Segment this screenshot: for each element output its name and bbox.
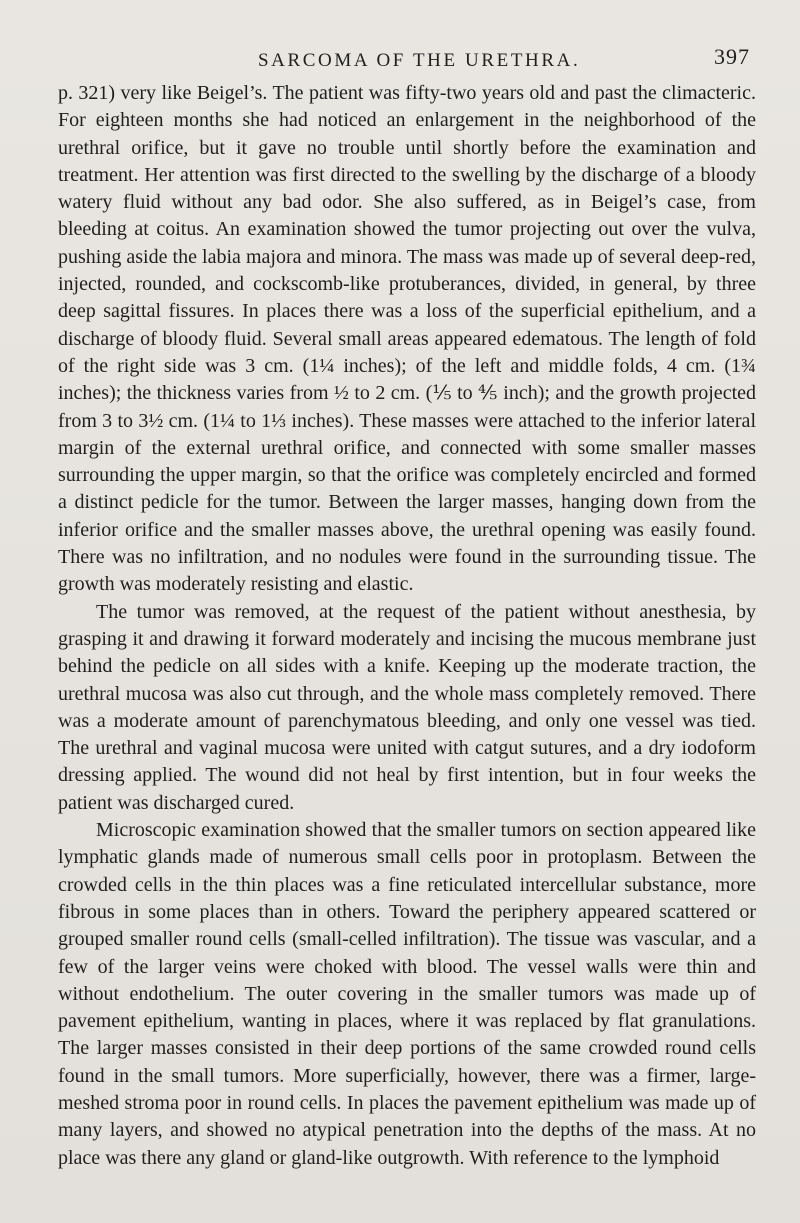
running-title: SARCOMA OF THE URETHRA. — [258, 50, 581, 71]
body-text — [58, 80, 756, 1172]
page-number: 397 — [714, 44, 750, 69]
running-head — [58, 0, 756, 80]
paragraph-microscopic-examination: Microscopic examination showed that the smaller tumors on section appeared like lymphatic glands made of numerous small cells poor in protoplasm. Between the crowded cells in the thin places was a fine reticulated intercellular substance, more fibrous in some places than in others. Toward the periphery appeared scattered or grouped smaller round cells (small-celled infiltration). The tissue was vascular, and a few of the larger veins were choked with blood. The vessel walls were thin and without endothelium. The outer covering in the smaller tumors was made up of pavement epithelium, wanting in places, where it was replaced by flat granulations. The larger masses consisted in their deep portions of the same crowded round cells found in the small tumors. More superficially, however, there was a firmer, large-meshed stroma poor in round cells. In places the pavement epithelium was made up of many layers, and showed no atypical penetration into the depths of the mass. At no place was there any gland or gland-like outgrowth. With reference to the lymphoid — [58, 819, 756, 1169]
paragraph-case-description: p. 321) very like Beigel’s. The patient was fifty-two years old and past the climacteric. For eighteen months she had noticed an enlargement in the neighborhood of the urethral orifice, but it gave no trouble until shortly before the examination and treatment. Her attention was first directed to the swelling by the discharge of a bloody watery fluid without any bad odor. She also suffered, as in Beigel’s case, from bleeding at coitus. An examination showed the tumor projecting out over the vulva, pushing aside the labia majora and minora. The mass was made up of several deep-red, injected, rounded, and cockscomb-like protuberances, divided, in general, by three deep sagittal fissures. In places there was a loss of the superficial epithelium, and a discharge of bloody fluid. Several small areas appeared edematous. The length of fold of the right side was 3 cm. (1¼ inches); of the left and middle folds, 4 cm. (1¾ inches); the thickness varies from ½ to 2 cm. (⅕ to ⅘ inch); and the growth projected from 3 to 3½ cm. (1¼ to 1⅓ inches). These masses were attached to the inferior lateral margin of the external urethral orifice, and connected with some smaller masses surrounding the upper margin, so that the orifice was completely encircled and formed a distinct pedicle for the tumor. Between the larger masses, hanging down from the inferior orifice and the smaller masses above, the urethral opening was easily found. There was no infiltration, and no nodules were found in the surrounding tissue. The growth was moderately resisting and elastic. — [58, 82, 756, 596]
paragraph-treatment: The tumor was removed, at the request of the patient without anesthesia, by grasping it and drawing it forward moderately and incising the mucous membrane just behind the pedicle on all sides with a knife. Keeping up the moderate traction, the urethral mucosa was also cut through, and the whole mass completely removed. There was a moderate amount of parenchymatous bleeding, and only one vessel was tied. The urethral and vaginal mucosa were united with catgut sutures, and a dry iodoform dressing applied. The wound did not heal by first intention, but in four weeks the patient was discharged cured. — [58, 600, 756, 814]
